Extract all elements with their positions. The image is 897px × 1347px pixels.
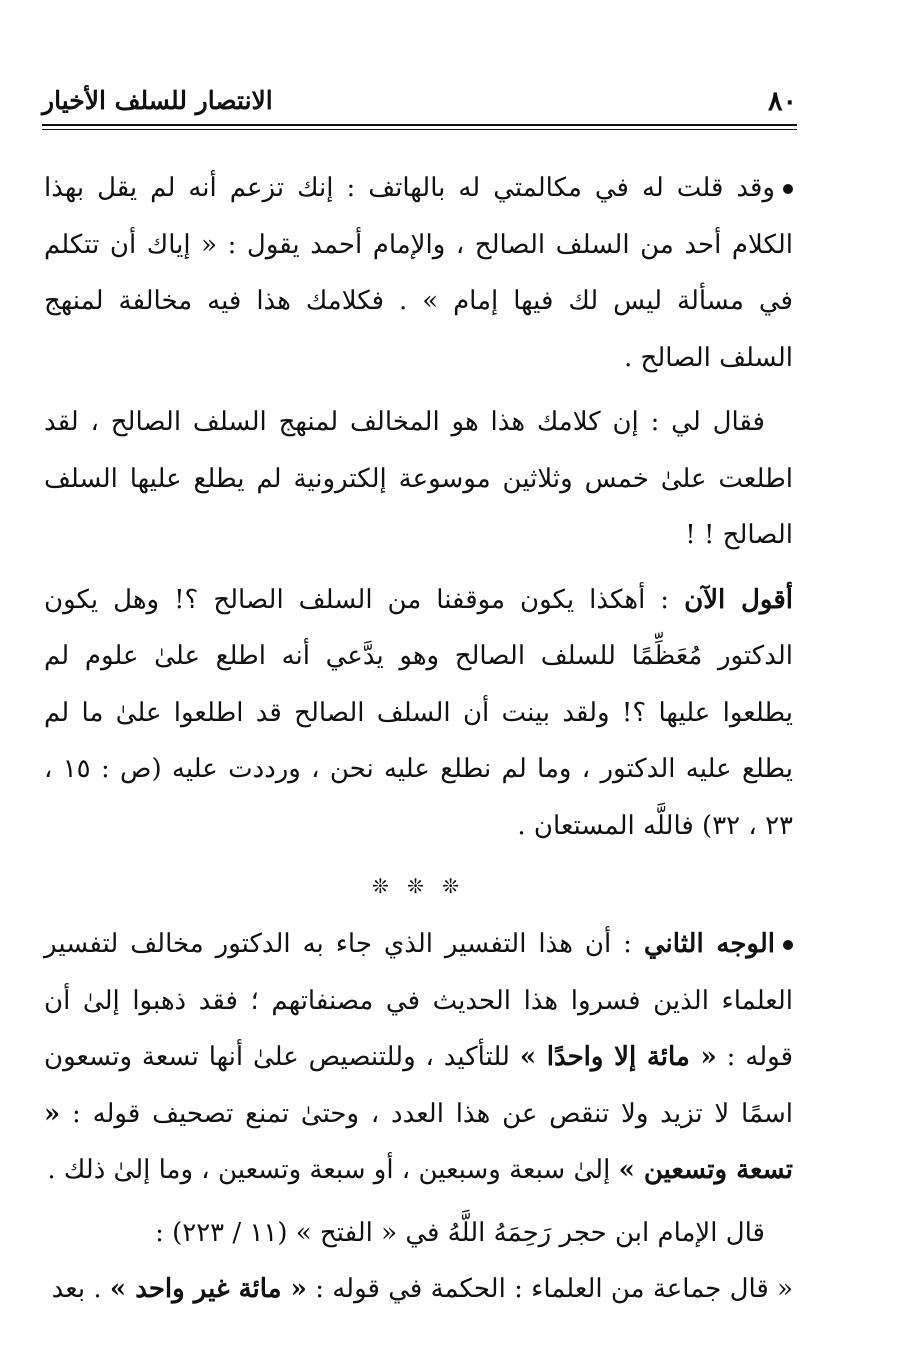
paragraph-3-lead: أقول الآن bbox=[684, 584, 794, 615]
paragraph-1 bbox=[44, 160, 793, 386]
page-number: ٨٠ bbox=[767, 86, 797, 117]
paragraph-4-lead: الوجه الثاني bbox=[643, 929, 775, 959]
paragraph-3 bbox=[44, 572, 793, 855]
running-title: الانتصار للسلف الأخيار bbox=[42, 86, 273, 115]
bullet-icon bbox=[783, 184, 793, 194]
paragraph-4-text-1: : أن هذا التفسير الذي جاء به الدكتور مخالف لتفسير العلماء الذين فسروا هذا الحديث في مصنفاتهم ؛ فقد ذهبوا إلىٰ أن قوله : bbox=[44, 929, 794, 1072]
paragraph-5 bbox=[44, 1205, 793, 1262]
paragraph-6-text-2: . بعد bbox=[51, 1274, 102, 1304]
paragraph-3-text: : أهكذا يكون موقفنا من السلف الصالح ؟! وهل يكون الدكتور مُعَظِّمًا للسلف الصالح وهو يدَّعي أنه اطلع علىٰ علوم لم يطلعوا عليها ؟! ولقد بينت أن السلف الصالح قد اطلعوا علىٰ ما لم يطلع عليه الدكتور ، وما لم نطلع عليه نحن ، ورددت عليه (ص : ١٥ ، ٢٣ ، ٣٢) فاللَّه المستعان . bbox=[44, 584, 793, 841]
page-body bbox=[44, 160, 793, 1318]
paragraph-1-text: وقد قلت له في مكالمتي له بالهاتف : إنك تزعم أنه لم يقل بهذا الكلام أحد من السلف الصالح ، والإمام أحمد يقول : « إياك أن تتكلم في مسألة ليس لك فيها إمام » . فكلامك هذا فيه مخالفة لمنهج السلف الصالح . bbox=[44, 173, 793, 373]
paragraph-2 bbox=[44, 394, 793, 564]
section-separator: ❊ ❊ ❊ bbox=[372, 874, 465, 898]
paragraph-2-text: فقال لي : إن كلامك هذا هو المخالف لمنهج السلف الصالح ، لقد اطلعت علىٰ خمس وثلاثين موسوعة إلكترونية لم يطلع عليها السلف الصالح ! ! bbox=[44, 407, 793, 550]
paragraph-4-text-2: للتأكيد ، وللتنصيص علىٰ أنها تسعة وتسعون اسمًا لا تزيد ولا تنقص عن هذا العدد ، وحتىٰ تمنع تصحيف قوله : bbox=[44, 1042, 793, 1129]
paragraph-5-text: قال الإمام ابن حجر رَحِمَهُ اللَّهُ في « الفتح » (١١ / ٢٢٣) : bbox=[155, 1217, 765, 1248]
header-rule-thin bbox=[42, 129, 797, 130]
paragraph-6 bbox=[44, 1261, 793, 1318]
paragraph-4-text-3: إلىٰ سبعة وسبعين ، أو سبعة وتسعين ، وما إلىٰ ذلك . bbox=[47, 1155, 611, 1185]
paragraph-4-bold-1: « مائة إلا واحدًا » bbox=[519, 1042, 717, 1072]
header-rule bbox=[42, 124, 797, 126]
paragraph-4-bold-2: « تسعة وتسعين » bbox=[44, 1098, 793, 1185]
paragraph-6-text-1: « قال جماعة من العلماء : الحكمة في قوله : bbox=[315, 1274, 793, 1304]
bullet-icon bbox=[783, 940, 793, 950]
page-header bbox=[42, 86, 797, 122]
paragraph-6-bold-1: « مائة غير واحد » bbox=[109, 1274, 307, 1304]
paragraph-4 bbox=[44, 916, 793, 1199]
